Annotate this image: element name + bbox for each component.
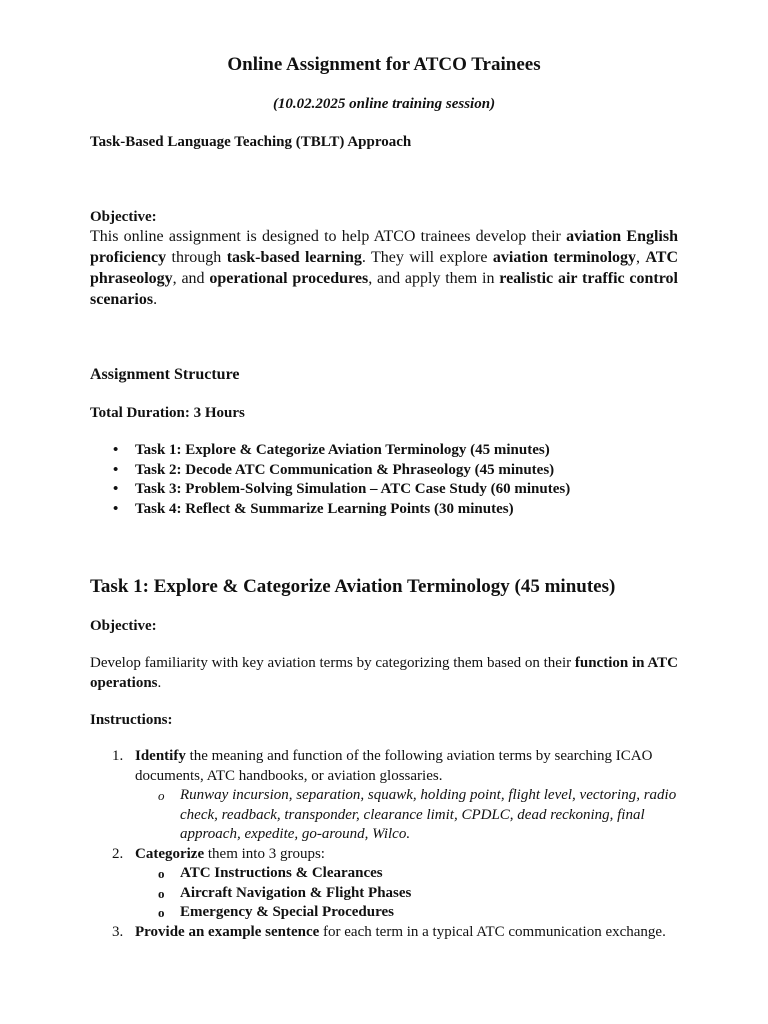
terms-sublist	[135, 786, 678, 845]
list-item: o ATC Instructions & Clearances	[90, 864, 678, 884]
circle-bullet-icon: o	[158, 905, 165, 920]
list-item: 2. Categorize them into 3 groups: o ATC Instructions & Clearances o Aircraft Navigation & Flight Phases o Emergency & Special Procedures	[90, 845, 678, 923]
session-date: (10.02.2025 online training session)	[272, 96, 496, 112]
list-item: • Task 4: Reflect & Summarize Learning Points (30 minutes)	[90, 500, 678, 520]
task-overview-list	[90, 441, 678, 519]
list-item: • Task 3: Problem-Solving Simulation – ATC Case Study (60 minutes)	[90, 480, 678, 500]
objective-heading: Objective:	[90, 209, 157, 225]
list-item: 1. Identify the meaning and function of the following aviation terms by searching ICAO documents, ATC handbooks, or aviation glossaries. o Runway incursion, separation, squawk, holding point, flight level, vectoring, radio check, readback, transponder, clearance limit, CPDLC, dead reckoning, final approach, expedite, go-around, Wilco.	[90, 747, 678, 845]
task1-objective-heading: Objective:	[90, 618, 157, 634]
instructions-heading: Instructions:	[90, 712, 173, 728]
total-duration: Total Duration: 3 Hours	[90, 405, 245, 421]
bullet-icon: •	[113, 461, 119, 478]
approach-heading: Task-Based Language Teaching (TBLT) Approach	[90, 134, 412, 150]
list-item: 3. Provide an example sentence for each term in a typical ATC communication exchange.	[112, 923, 666, 940]
bullet-icon: •	[113, 442, 119, 458]
instructions-list	[90, 747, 678, 942]
bullet-icon: •	[113, 500, 119, 517]
circle-bullet-icon: o	[158, 788, 165, 803]
list-item: • Task 1: Explore & Categorize Aviation Terminology (45 minutes)	[90, 441, 678, 461]
list-item: o Runway incursion, separation, squawk, holding point, flight level, vectoring, radio check, readback, transponder, clearance limit, CPDLC, dead reckoning, final approach, expedite, go-around, Wilco.	[158, 787, 677, 842]
groups-sublist	[135, 864, 678, 923]
circle-bullet-icon: o	[158, 866, 165, 881]
list-item: o Aircraft Navigation & Flight Phases	[90, 884, 678, 904]
task1-objective-text: Develop familiarity with key aviation terms by categorizing them based on their function in ATC operations.	[90, 655, 678, 691]
bullet-icon: •	[113, 481, 119, 497]
list-item: o Emergency & Special Procedures	[90, 903, 678, 923]
circle-bullet-icon: o	[158, 885, 165, 901]
task1-heading: Task 1: Explore & Categorize Aviation Terminology (45 minutes)	[90, 576, 616, 597]
objective-paragraph: This online assignment is designed to help ATCO trainees develop their aviation English proficiency through task-based learning. They will explore aviation terminology, ATC phraseology, and operational procedures, and apply them in realistic air traffic control scenarios.	[90, 228, 679, 308]
structure-heading: Assignment Structure	[90, 366, 240, 383]
document-title: Online Assignment for ATCO Trainees	[227, 54, 541, 75]
list-item: • Task 2: Decode ATC Communication & Phraseology (45 minutes)	[90, 461, 678, 481]
